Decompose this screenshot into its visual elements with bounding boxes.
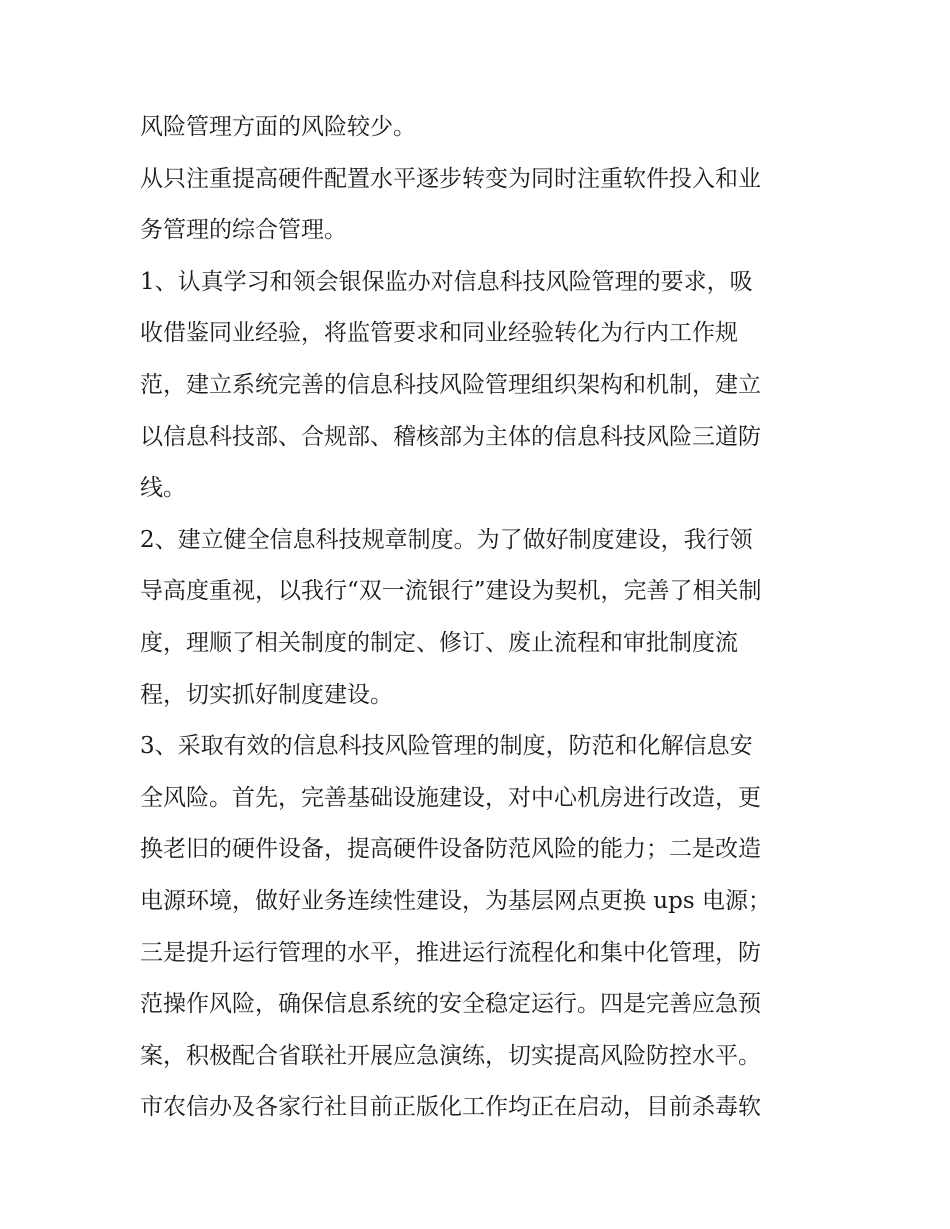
text-line: 导高度重视，以我行“双一流银行”建设为契机，完善了相关制	[140, 578, 762, 605]
text-line: 范，建立系统完善的信息科技风险管理组织架构和机制，建立	[140, 371, 761, 398]
text-line: 全风险。首先，完善基础设施建设，对中心机房进行改造，更	[140, 784, 761, 811]
text-line: 度，理顺了相关制度的制定、修订、废止流程和审批制度流	[140, 629, 738, 656]
text-line: 范操作风险，确保信息系统的安全稳定运行。四是完善应急预	[140, 991, 761, 1018]
text-line: 1、认真学习和领会银保监办对信息科技风险管理的要求，吸	[140, 268, 753, 295]
text-line: 2、建立健全信息科技规章制度。为了做好制度建设，我行领	[140, 526, 753, 553]
text-line: 从只注重提高硬件配置水平逐步转变为同时注重软件投入和业	[140, 165, 761, 192]
text-line: 电源环境，做好业务连续性建设，为基层网点更换 ups 电源；	[140, 887, 771, 914]
text-line: 收借鉴同业经验，将监管要求和同业经验转化为行内工作规	[140, 320, 738, 347]
text-line: 程，切实抓好制度建设。	[140, 681, 393, 708]
text-line: 三是提升运行管理的水平，推进运行流程化和集中化管理，防	[140, 939, 761, 966]
text-line: 务管理的综合管理。	[140, 217, 347, 244]
body-text	[140, 102, 820, 1134]
text-line: 以信息科技部、合规部、稽核部为主体的信息科技风险三道防	[140, 423, 761, 450]
text-line: 风险管理方面的风险较少。	[140, 114, 416, 140]
text-line: 市农信办及各家行社目前正版化工作均正在启动，目前杀毒软	[140, 1094, 761, 1121]
text-line: 线。	[140, 475, 186, 502]
text-line: 3、采取有效的信息科技风险管理的制度，防范和化解信息安	[140, 733, 753, 760]
text-line: 换老旧的硬件设备，提高硬件设备防范风险的能力；二是改造	[140, 836, 761, 863]
text-line: 案，积极配合省联社开展应急演练，切实提高风险防控水平。	[140, 1042, 761, 1069]
